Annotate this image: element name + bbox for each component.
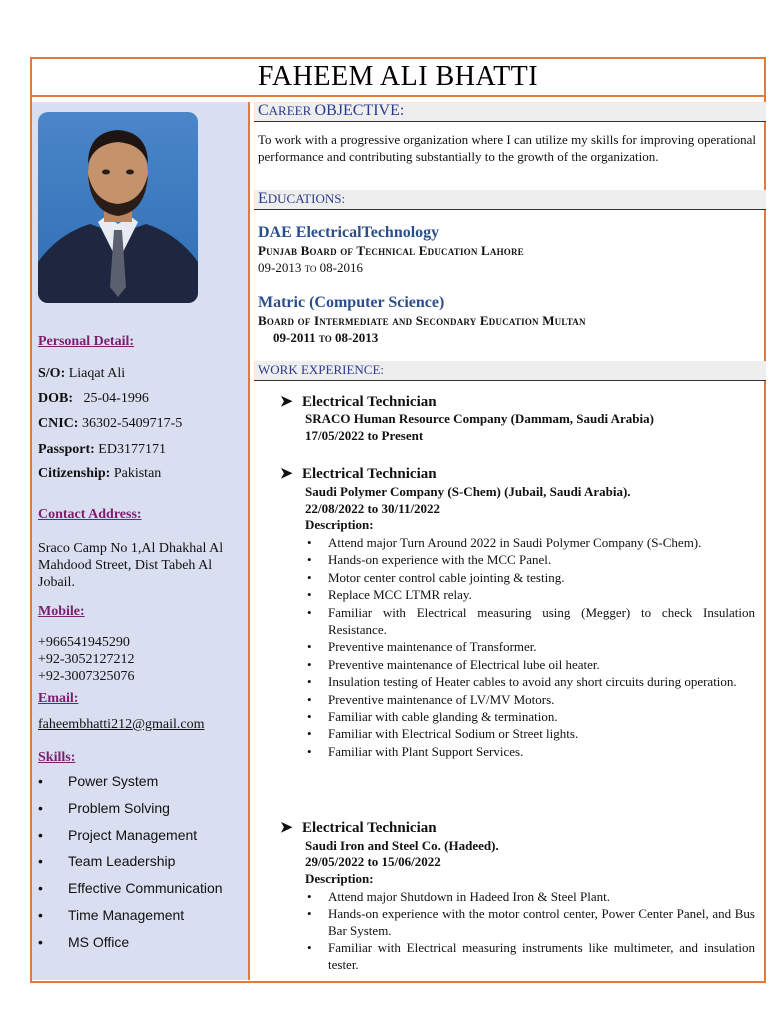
career-heading-objective: OBJECTIVE:	[314, 102, 405, 119]
job-duties-list	[305, 534, 755, 760]
duty-item: • Familiar with Electrical measuring using (Megger) to check Insulation Resistance.	[305, 604, 755, 639]
skills-heading: Skills:	[38, 750, 76, 765]
dob-label: DOB:	[38, 391, 73, 406]
edu-heading-rest: DUCATIONS:	[267, 191, 346, 206]
career-objective-text: To work with a progressive organization where I can utilize my skills for improving operational performance and contributing substantially to the growth of the organization.	[258, 132, 756, 164]
work-heading-text: WORK EXPERIENCE:	[258, 362, 385, 377]
arrow-bullet-icon: ➤	[280, 394, 293, 410]
job-dates: 22/08/2022 to 30/11/2022	[305, 501, 441, 516]
duty-item: • Preventive maintenance of Transformer.	[305, 638, 755, 655]
skill-item: • Time Management	[38, 906, 223, 933]
duty-item: • Attend major Turn Around 2022 in Saudi Polymer Company (S-Chem).	[305, 534, 755, 551]
job-description-label: Description:	[305, 871, 374, 886]
sidebar	[32, 102, 250, 980]
skill-item: • Effective Communication	[38, 879, 223, 906]
job-dates: 17/05/2022 to Present	[305, 428, 424, 443]
job-title-text: Electrical Technician	[302, 466, 437, 482]
citizenship-row	[38, 466, 161, 482]
personal-detail-heading: Personal Detail:	[38, 334, 135, 349]
phone-2: +92-3052127212	[38, 652, 135, 667]
arrow-bullet-icon: ➤	[280, 466, 293, 482]
email-link[interactable]: faheembhatti212@gmail.com	[38, 717, 205, 732]
job-title-text: Electrical Technician	[302, 820, 437, 836]
education-title: Matric (Computer Science)	[258, 294, 445, 311]
education-institute: Punjab Board of Technical Education Lahore	[258, 243, 524, 258]
job-title-text: Electrical Technician	[302, 394, 437, 410]
education-title: DAE ElectricalTechnology	[258, 224, 440, 241]
duty-item: • Motor center control cable jointing & testing.	[305, 569, 755, 586]
duty-item: • Attend major Shutdown in Hadeed Iron & Steel Plant.	[305, 888, 755, 905]
work-experience-heading	[254, 361, 766, 381]
passport-row	[38, 442, 166, 458]
duty-item: • Insulation testing of Heater cables to avoid any short circuits during operation.	[305, 673, 755, 690]
dob-value: 25-04-1996	[73, 391, 149, 406]
duty-item: • Hands-on experience with the MCC Panel.	[305, 551, 755, 568]
passport-label: Passport:	[38, 442, 95, 457]
edu-heading-initial: E	[258, 190, 268, 207]
so-value: Liaqat Ali	[65, 366, 126, 381]
name-header	[32, 59, 764, 97]
educations-heading	[254, 190, 766, 210]
contact-address-heading: Contact Address:	[38, 507, 142, 522]
email-heading: Email:	[38, 691, 79, 706]
mobile-heading: Mobile:	[38, 604, 85, 619]
citizenship-value: Pakistan	[110, 466, 162, 481]
citizenship-label: Citizenship:	[38, 466, 111, 481]
dob-row	[38, 391, 149, 407]
duty-item: • Familiar with Electrical Sodium or Street lights.	[305, 725, 755, 742]
skill-item: • Project Management	[38, 826, 223, 853]
education-dates: 09-2013 to 08-2016	[258, 260, 363, 275]
job-company: Saudi Polymer Company (S-Chem) (Jubail, Saudi Arabia).	[305, 484, 631, 499]
job-title	[280, 392, 437, 411]
education-institute: Board of Intermediate and Secondary Education Multan	[258, 313, 586, 328]
skill-item: • MS Office	[38, 933, 223, 960]
phone-1: +966541945290	[38, 635, 130, 650]
job-duties-list	[305, 888, 755, 973]
phone-3: +92-3007325076	[38, 669, 135, 684]
profile-photo	[38, 112, 198, 303]
candidate-name: FAHEEM ALI BHATTI	[257, 61, 539, 92]
job-description-label: Description:	[305, 517, 374, 532]
main-content	[252, 102, 766, 980]
skill-item: • Team Leadership	[38, 852, 223, 879]
job-company: SRACO Human Resource Company (Dammam, Saudi Arabia)	[305, 411, 654, 426]
cnic-row	[38, 416, 182, 432]
skill-item: • Power System	[38, 772, 223, 799]
job-title	[280, 464, 437, 483]
duty-item: • Hands-on experience with the motor control center, Power Center Panel, and Bus Bar System.	[305, 905, 755, 939]
cnic-value: 36302-5409717-5	[78, 416, 183, 431]
career-heading-rest: AREER	[268, 103, 315, 118]
career-heading-initial: C	[258, 102, 269, 119]
cnic-label: CNIC:	[38, 416, 79, 431]
duty-item: • Familiar with Electrical measuring instruments like multimeter, and insulation tester.	[305, 939, 755, 973]
address-text: Sraco Camp No 1,Al Dhakhal Al Mahdood Street, Dist Tabeh Al Jobail.	[38, 541, 224, 590]
job-title	[280, 818, 437, 837]
passport-value: ED3177171	[94, 442, 166, 457]
arrow-bullet-icon: ➤	[280, 820, 293, 836]
duty-item: • Familiar with Plant Support Services.	[305, 743, 755, 760]
career-objective-heading	[254, 102, 766, 122]
duty-item: • Replace MCC LTMR relay.	[305, 586, 755, 603]
duty-item: • Preventive maintenance of Electrical lube oil heater.	[305, 656, 755, 673]
job-company: Saudi Iron and Steel Co. (Hadeed).	[305, 838, 499, 853]
so-row	[38, 366, 125, 382]
skill-item: • Problem Solving	[38, 799, 223, 826]
so-label: S/O:	[38, 366, 66, 381]
education-dates: 09-2011 to 08-2013	[273, 330, 379, 345]
skills-list	[38, 772, 223, 960]
duty-item: • Familiar with cable glanding & termination.	[305, 708, 755, 725]
job-dates: 29/05/2022 to 15/06/2022	[305, 854, 441, 869]
duty-item: • Preventive maintenance of LV/MV Motors.	[305, 691, 755, 708]
